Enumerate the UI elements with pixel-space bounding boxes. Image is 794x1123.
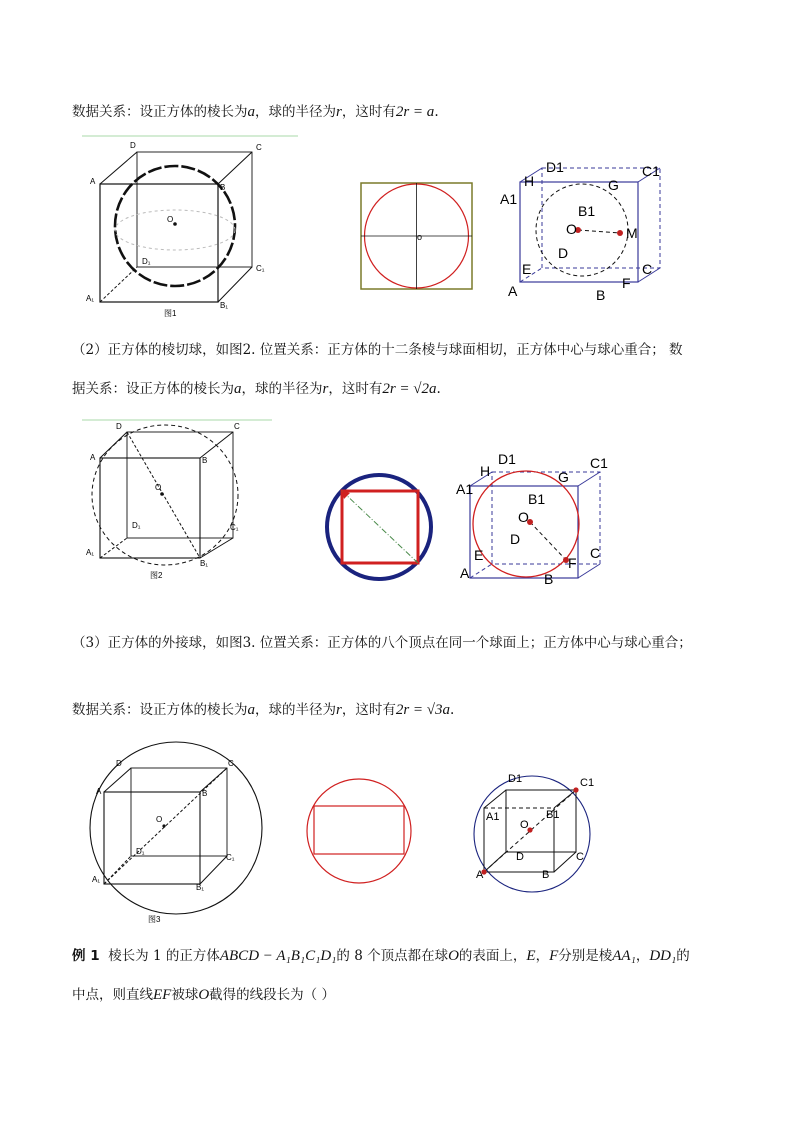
- svg-text:B1: B1: [578, 203, 596, 219]
- svg-text:F: F: [568, 555, 577, 571]
- svg-text:A₁: A₁: [86, 294, 95, 303]
- svg-text:C₁: C₁: [226, 853, 235, 862]
- svg-text:O: O: [156, 815, 163, 824]
- svg-text:G: G: [608, 177, 619, 193]
- svg-text:E: E: [474, 547, 484, 563]
- svg-text:D: D: [516, 851, 524, 863]
- figure2-caption: 图2: [150, 571, 163, 580]
- svg-text:A1: A1: [486, 811, 500, 823]
- svg-text:D1: D1: [508, 773, 523, 785]
- svg-text:B1: B1: [546, 809, 560, 821]
- svg-text:B₁: B₁: [196, 883, 205, 892]
- svg-text:A: A: [508, 283, 518, 299]
- svg-text:H: H: [524, 173, 535, 189]
- svg-text:D: D: [510, 531, 521, 547]
- section1-data-relation: 数据关系：设正方体的棱长为a，球的半径为r，这时有2r = a.: [72, 104, 439, 120]
- svg-text:O: O: [520, 819, 529, 831]
- svg-text:C1: C1: [580, 777, 595, 789]
- section3-data-relation: 数据关系：设正方体的棱长为a，球的半径为r，这时有2r = √3a.: [72, 702, 455, 718]
- svg-text:D₁: D₁: [142, 257, 151, 266]
- svg-text:B: B: [202, 456, 208, 465]
- svg-text:C: C: [642, 261, 653, 277]
- figure1-cube: [498, 158, 668, 308]
- svg-text:O: O: [566, 221, 577, 237]
- svg-text:B₁: B₁: [220, 301, 229, 310]
- svg-text:A: A: [476, 869, 484, 881]
- svg-text:C: C: [256, 143, 262, 152]
- svg-text:D1: D1: [498, 451, 516, 467]
- example-label: 例 1: [72, 948, 100, 964]
- svg-text:A₁: A₁: [92, 875, 101, 884]
- figure1-diagram: [82, 134, 302, 320]
- svg-text:C: C: [590, 545, 601, 561]
- section2-position-relation: （2）正方体的棱切球，如图2. 位置关系：正方体的十二条棱与球面相切，正方体中心与球心重合； 数: [72, 342, 683, 358]
- svg-text:D₁: D₁: [132, 521, 141, 530]
- figure2-diagram: [82, 418, 282, 584]
- figure3-caption: 图3: [148, 915, 161, 924]
- svg-text:A1: A1: [500, 191, 518, 207]
- svg-text:H: H: [480, 463, 491, 479]
- svg-text:A: A: [90, 453, 96, 462]
- svg-text:A1: A1: [456, 481, 474, 497]
- svg-text:D1: D1: [546, 159, 564, 175]
- svg-text:C₁: C₁: [256, 264, 265, 273]
- svg-text:C: C: [234, 422, 240, 431]
- svg-text:O: O: [167, 215, 174, 224]
- figure3-cube: [470, 768, 594, 894]
- svg-text:A₁: A₁: [86, 548, 95, 557]
- svg-text:F: F: [622, 275, 631, 291]
- figure1-center-label: o: [417, 232, 423, 242]
- figure3-cross-section: [304, 776, 414, 886]
- svg-text:C₁: C₁: [230, 523, 239, 532]
- svg-text:A: A: [90, 177, 96, 186]
- svg-text:C: C: [576, 851, 584, 863]
- svg-text:D: D: [558, 245, 569, 261]
- section2-data-relation: 据关系：设正方体的棱长为a，球的半径为r，这时有2r = √2a.: [72, 381, 441, 397]
- svg-text:B: B: [202, 789, 208, 798]
- figure3-diagram: [76, 742, 276, 926]
- svg-text:C: C: [228, 759, 234, 768]
- svg-text:G: G: [558, 469, 569, 485]
- section3-position-relation: （3）正方体的外接球，如图3. 位置关系：正方体的八个顶点在同一个球面上；正方体中心与球心重合；: [72, 635, 692, 651]
- svg-text:D: D: [116, 759, 122, 768]
- example1-line1: 例 1 棱长为 1 的正方体ABCD − A₁B₁C₁D₁的 8 个顶点都在球O的表面上，E，F分别是棱AA₁，DD₁的: [72, 948, 690, 964]
- svg-text:B: B: [220, 183, 226, 192]
- svg-text:B₁: B₁: [200, 559, 209, 568]
- figure1-cross-section: [360, 182, 474, 292]
- svg-text:A: A: [96, 787, 102, 796]
- svg-text:B: B: [542, 869, 550, 881]
- figure2-cube: [454, 452, 624, 588]
- svg-text:D: D: [130, 141, 136, 150]
- svg-text:M: M: [626, 225, 638, 241]
- svg-text:C1: C1: [642, 163, 660, 179]
- svg-text:O: O: [155, 483, 162, 492]
- example1-line2: 中点，则直线EF被球O截得的线段长为（ ）: [72, 987, 335, 1003]
- figure1-caption: 图1: [164, 309, 177, 318]
- svg-text:D₁: D₁: [136, 847, 145, 856]
- figure2-cross-section: [322, 472, 438, 582]
- svg-text:A: A: [460, 565, 470, 581]
- svg-text:B: B: [544, 571, 554, 587]
- svg-text:D: D: [116, 422, 122, 431]
- svg-text:C1: C1: [590, 455, 608, 471]
- svg-text:E: E: [522, 261, 532, 277]
- svg-text:B1: B1: [528, 491, 546, 507]
- svg-text:B: B: [596, 287, 606, 303]
- svg-text:O: O: [518, 509, 529, 525]
